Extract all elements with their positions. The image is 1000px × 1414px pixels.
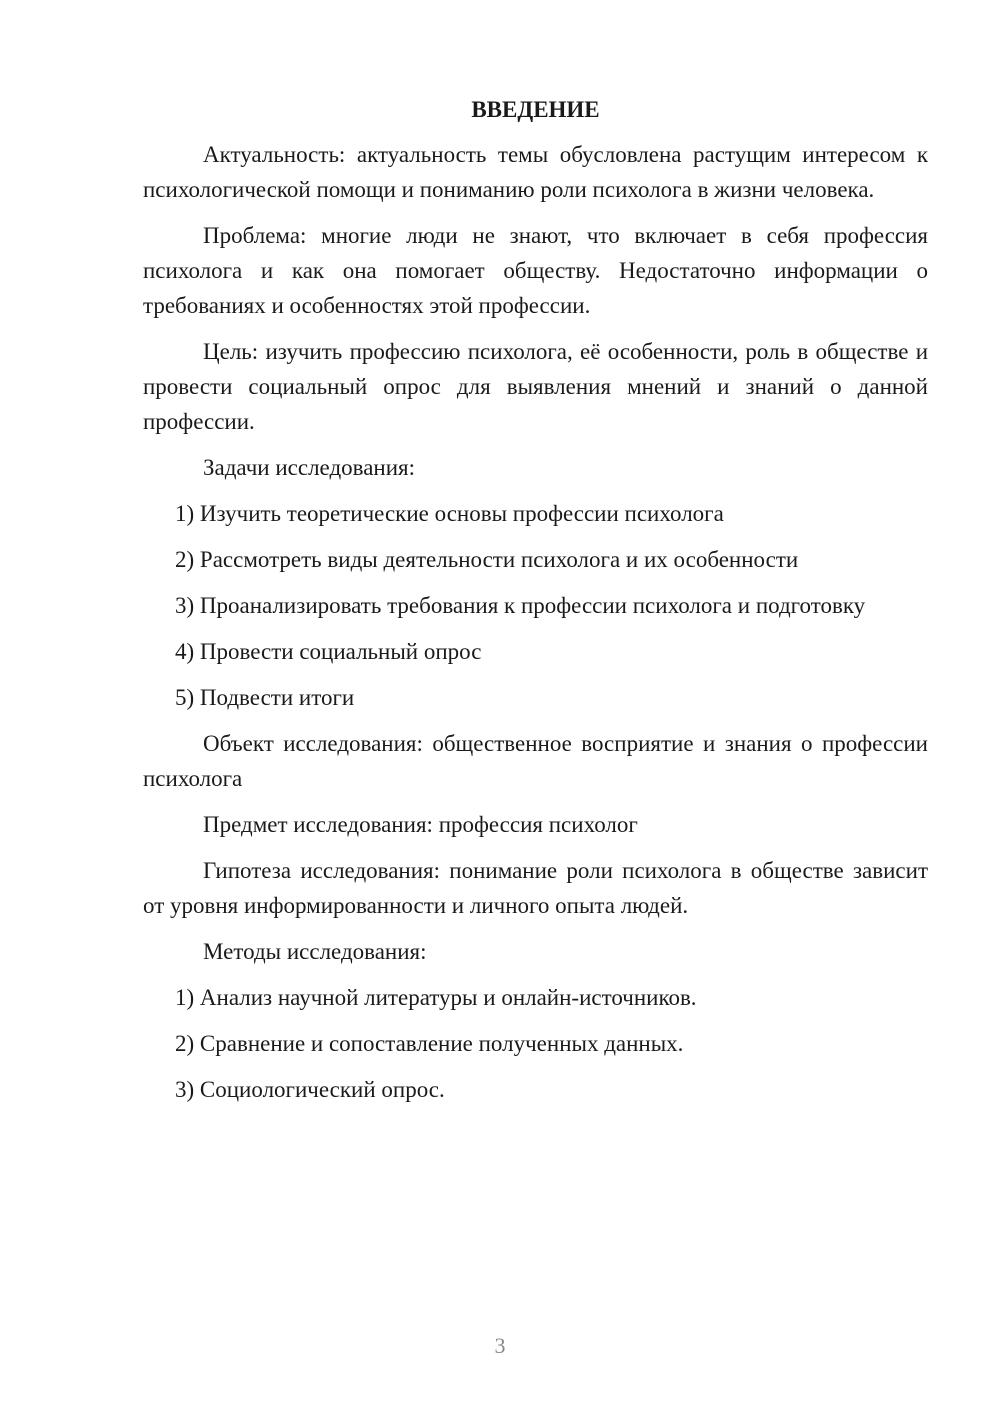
methods-list [143,980,928,1107]
object-paragraph: Объект исследования: общественное восприятие и знания о профессии психолога [143,731,928,791]
tasks-heading: Задачи исследования: [203,455,416,480]
task-item: 3) Проанализировать требования к профессии психолога и подготовку [175,593,866,618]
methods-heading: Методы исследования: [203,939,427,964]
page-content [143,92,928,1118]
task-item: 4) Провести социальный опрос [175,639,482,664]
goal-paragraph: Цель: изучить профессию психолога, её особенности, роль в обществе и провести социальный опрос для выявления мнений и знаний о данной профессии. [143,339,928,434]
method-item: 2) Сравнение и сопоставление полученных данных. [175,1031,684,1056]
hypothesis-paragraph: Гипотеза исследования: понимание роли психолога в обществе зависит от уровня информированности и личного опыта людей. [143,858,928,918]
page-number: 3 [494,1333,506,1358]
task-item: 2) Рассмотреть виды деятельности психолога и их особенности [175,547,799,572]
problem-paragraph: Проблема: многие люди не знают, что включает в себя профессия психолога и как она помогает обществу. Недостаточно информации о требованиях и особенностях этой профессии. [143,223,928,318]
task-item: 1) Изучить теоретические основы профессии психолога [175,501,724,526]
task-item: 5) Подвести итоги [175,685,355,710]
method-item: 1) Анализ научной литературы и онлайн-источников. [175,985,697,1010]
section-title: ВВЕДЕНИЕ [471,97,600,122]
subject-paragraph: Предмет исследования: профессия психолог [203,812,638,837]
relevance-paragraph: Актуальность: актуальность темы обусловлена растущим интересом к психологической помощи и пониманию роли психолога в жизни человека. [143,142,928,202]
method-item: 3) Социологический опрос. [175,1077,445,1102]
tasks-list [143,496,928,715]
